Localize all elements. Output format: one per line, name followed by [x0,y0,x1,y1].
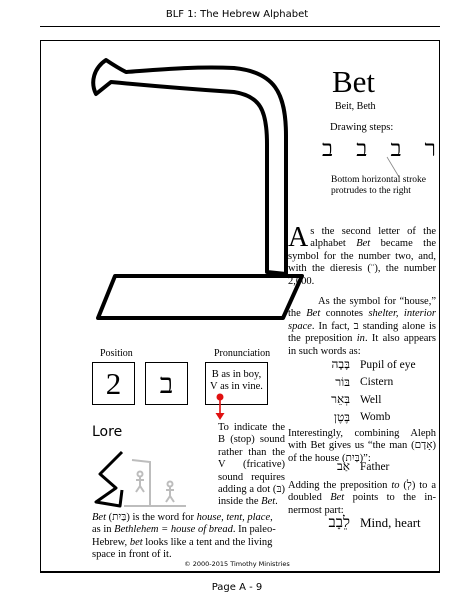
position-label: Position [100,348,133,359]
letter-alt-names: Beit, Beth [335,101,376,112]
word-item: בּוֹר Cistern [335,374,394,389]
bet-large-outline-glyph [84,52,314,322]
preposition-word [312,514,440,532]
lore-heading: Lore [92,424,123,440]
word-item: אַב Father [337,459,390,474]
drawing-step-note: Bottom horizontal stroke protrudes to the right [331,175,426,196]
lore-paragraph: Bet (בַּיִת) is the word for house, tent, place, as in Bethlehem = house of bread. In paleo-Hebrew, bet looks like a tent and the living space in front of it. [92,512,276,561]
drawing-steps [322,135,436,163]
dagesh-note: To indicate the B (stop) sound rather than the V (fricative) sound requires adding a dot (בּ) inside the Bet. [218,422,285,508]
combination-paragraph: Interestingly, combining Aleph with Bet gives us “the man (אָדָם) of the house (בַּיִת)”: [288,428,436,464]
copyright-notice: © 2000-2015 Timothy Ministries [184,560,290,568]
paleo-bet-tent-icon [92,444,204,510]
pronunciation-label: Pronunciation [214,348,271,359]
dagesh-arrow-icon [213,393,227,421]
footer-rule [40,572,440,573]
word-item: בְּאֵר Well [331,392,382,407]
drawing-step-3: ב [390,136,402,162]
bet-word-list [312,356,440,426]
intro-paragraph: As the second letter of the alphabet Bet became the symbol for the number two, and, with the dieresis (¨), the number 2,000. [288,222,436,287]
drop-cap: A [288,222,309,253]
page-number: Page A - 9 [211,582,263,593]
drawing-step-2: ב [356,136,368,162]
preposition-paragraph: Adding the preposition to (לְ) to a doubled Bet points to the innermost part: [288,480,437,516]
position-number-box: 2 [92,362,135,405]
running-header: BLF 1: The Hebrew Alphabet [165,9,309,20]
drawing-step-1: ב [322,136,334,162]
drawing-step-4: ר [424,136,436,162]
header-rule [40,26,440,27]
letter-glyph-box: ב [145,362,188,405]
combination-word [312,458,440,476]
word-item: לֵבָב Mind, heart [328,513,421,532]
drawing-steps-label: Drawing steps: [330,122,394,133]
house-paragraph: As the symbol for “house,” the Bet connotes shelter, interior space. In fact, ב standing alone is the preposition in. It also appears in such words as: [288,296,437,357]
pronunciation-box: B as in boy, V as in vine. [205,362,268,405]
letter-name: Bet [332,64,376,99]
word-item: בֶּטֶן Womb [333,409,391,424]
word-item: בָּבָה Pupil of eye [331,357,416,372]
